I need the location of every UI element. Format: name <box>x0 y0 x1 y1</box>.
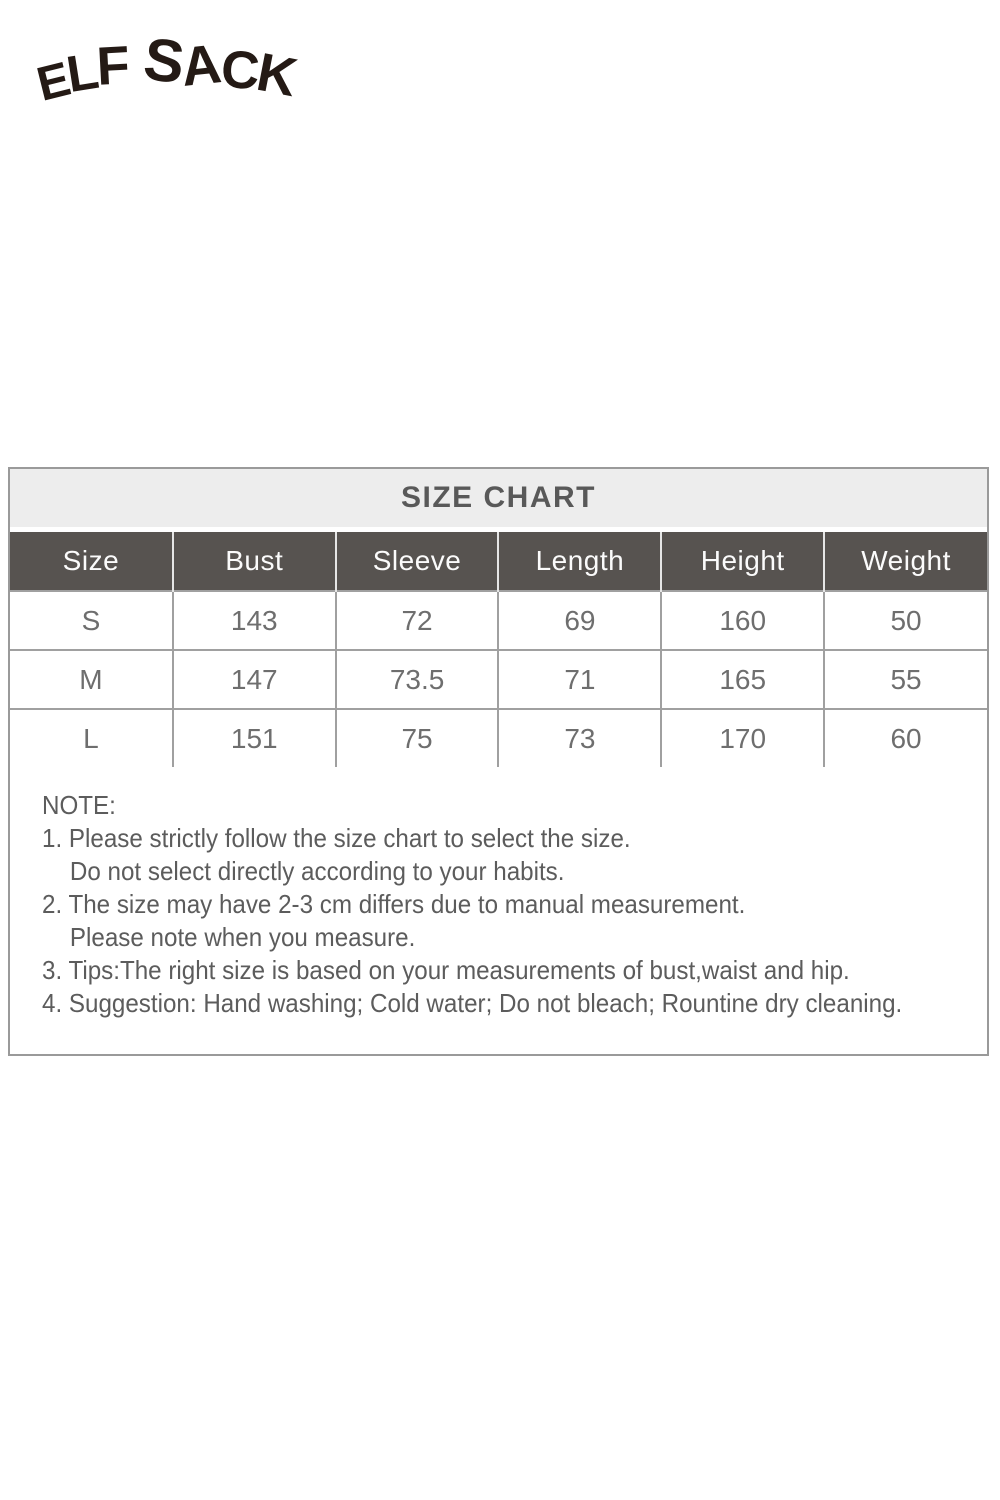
header-cell-bust: Bust <box>173 532 336 591</box>
size-table-header <box>10 532 987 591</box>
cell-bust: 151 <box>173 709 336 767</box>
cell-weight: 50 <box>824 591 987 650</box>
cell-sleeve: 75 <box>336 709 499 767</box>
note-heading: NOTE: <box>42 790 116 820</box>
cell-height: 170 <box>661 709 824 767</box>
cell-length: 73 <box>498 709 661 767</box>
cell-weight: 55 <box>824 650 987 709</box>
size-table <box>10 532 987 767</box>
cell-height: 160 <box>661 591 824 650</box>
size-chart-panel <box>8 467 989 1056</box>
note-section <box>10 767 987 1054</box>
brand-logo-letter: K <box>252 41 302 109</box>
note-item-4: 4. Suggestion: Hand washing; Cold water; Do not bleach; Rountine dry cleaning. <box>42 988 903 1018</box>
cell-size: M <box>10 650 173 709</box>
brand-logo-letter: F <box>95 35 131 97</box>
cell-length: 69 <box>498 591 661 650</box>
header-cell-sleeve: Sleeve <box>336 532 499 591</box>
cell-sleeve: 72 <box>336 591 499 650</box>
note-item-1-cont: Do not select directly according to your habits. <box>69 856 565 886</box>
brand-logo-letter: C <box>219 39 261 102</box>
header-cell-weight: Weight <box>824 532 987 591</box>
brand-logo <box>31 24 302 112</box>
size-table-body <box>10 591 987 767</box>
table-row-l <box>10 709 987 767</box>
brand-logo-letter: E <box>31 52 75 112</box>
size-chart-title: SIZE CHART <box>10 469 987 527</box>
header-cell-length: Length <box>498 532 661 591</box>
brand-logo-letter: S <box>140 24 188 97</box>
header-row <box>10 532 987 591</box>
note-item-2: 2. The size may have 2-3 cm differs due to manual measurement. <box>42 889 746 919</box>
brand-logo-letter: A <box>178 32 224 98</box>
cell-weight: 60 <box>824 709 987 767</box>
cell-height: 165 <box>661 650 824 709</box>
cell-size: S <box>10 591 173 650</box>
cell-sleeve: 73.5 <box>336 650 499 709</box>
cell-size: L <box>10 709 173 767</box>
header-cell-height: Height <box>661 532 824 591</box>
note-item-2-cont: Please note when you measure. <box>69 922 416 952</box>
cell-length: 71 <box>498 650 661 709</box>
table-row-m <box>10 650 987 709</box>
cell-bust: 143 <box>173 591 336 650</box>
cell-bust: 147 <box>173 650 336 709</box>
brand-logo-letter: L <box>62 41 102 104</box>
header-cell-size: Size <box>10 532 173 591</box>
note-item-1: 1. Please strictly follow the size chart to select the size. <box>42 823 631 853</box>
table-row-s <box>10 591 987 650</box>
note-item-3: 3. Tips:The right size is based on your measurements of bust,waist and hip. <box>42 955 850 985</box>
